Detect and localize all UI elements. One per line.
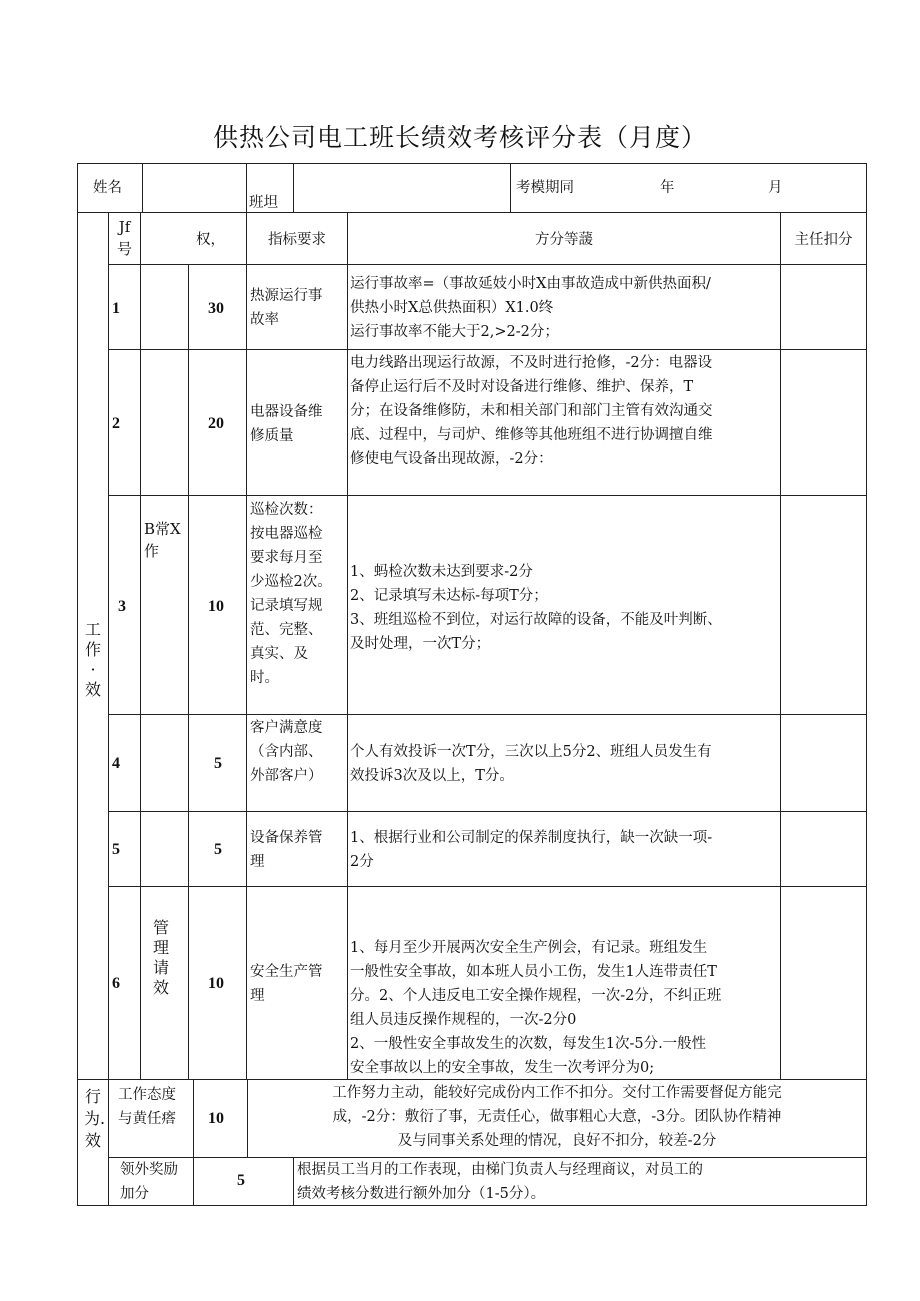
row-indicator: 热源运行事 故率 [250,288,323,328]
behavior-item: 工作态度 与黄任瘩 [118,1087,176,1127]
rule [108,349,867,350]
row-scoring: 电力线路出现运行故源，不及时进行抢修，-2分：电器设 备停止运行后不及时对设备进行维修、维护、保养，T 分；在设备维修防，未和相关部门和部门主管有效沟通交 底、过程中，与司炉、维修等其他班组不进行协调擅自维 修使电气设备出现故源，-2分： [350,355,713,467]
row-no: 5 [112,841,120,858]
row-no: 3 [118,598,126,615]
rule [780,212,781,1080]
row-scoring: 运行事故率=（事故延妓小时X由事故造成中新供热面积/ 供热小时X总供热面积）X1.0终 运行事故率不能大于2,>2-2分； [350,276,711,340]
row-no: 1 [112,300,120,317]
team-label: 班坦 [249,195,278,211]
row-scoring: 1、每月至少开展两次安全生产例会，有记录。班组发生 一般性安全事故，如本班人员小工伤，发生1人连带责任T 分。2、个人违反电工安全操作规程，一次-2分，不纠正班 组人员违反操作规程的，一次-2分0 2、一般性安全事故发生的次数，每发生1次-5分.一般性 安全事故以上的安全事故，发生一次考评分为0; [350,940,722,1076]
rule [510,163,511,213]
rule [140,212,141,1080]
row-weight: 30 [208,300,224,317]
row-no: 2 [112,415,120,432]
behavior-weight: 10 [208,1110,224,1127]
row-weight: 10 [208,598,224,615]
row-scoring: 1、蚂检次数未达到要求-2分 2、记录填写未达标-每项T分； 3、班组巡检不到位，对运行故障的设备，不能及叶判断、 及时处理，一次T分； [350,564,722,652]
period-label: 考模期同 [516,180,574,196]
group-work: 工作·效 [84,620,101,699]
col-deduct: 主任扣分 [794,232,853,248]
page-title: 供热公司电工班长绩效考核评分表（月度） [212,123,707,152]
rule [108,714,867,715]
rule [77,212,867,213]
rule [77,163,867,164]
rule [108,212,109,1206]
row-indicator: 设备保养管 理 [250,830,323,870]
rule [108,811,867,812]
behavior-scoring: 根据员工当月的工作表现，由梯门负责人与经理商议，对员工的 绩效考核分数进行额外加分（1-5分）。 [297,1162,703,1202]
row-indicator: 客户满意度 （含内部、 外部客户） [250,720,323,784]
behavior-weight: 5 [237,1172,245,1189]
rule [108,264,867,265]
rule [77,163,78,1206]
group-behavior: 行为.效 [84,1087,106,1150]
col-weight: 权， [196,232,225,248]
row-weight: 10 [208,975,224,992]
rule [140,811,188,812]
rule [293,1157,294,1206]
rule [188,264,189,1080]
year-label: 年 [660,180,675,196]
row-weight: 5 [214,755,222,772]
name-label: 姓名 [93,180,122,196]
row-indicator: 巡检次数： 按电器巡检 要求每月至 少巡检2次。 记录填写规 范、完整、 真实、及 时。 [250,502,332,686]
rule [142,163,143,213]
row-weight: 5 [214,841,222,858]
row-no: 6 [112,975,120,992]
col-indicator: 指标要求 [268,232,326,248]
row-indicator: 电器设备维 修质量 [250,404,323,444]
col-scoring: 方分等蘐 [535,232,593,248]
rule [247,1079,248,1158]
group-routine: B常X作 [144,520,181,560]
col-seq: Jf 号 [116,218,132,258]
behavior-item: 领外奖励 加分 [120,1162,178,1202]
rule [866,163,867,1206]
row-indicator: 安全生产管 理 [250,964,323,1004]
rule [246,163,247,213]
rule [246,212,247,1080]
rule [293,163,294,213]
row-scoring: 个人有效投诉一次T分，三次以上5分2、班组人员发生有 效投诉3次及以上，T分。 [350,744,712,784]
month-label: 月 [768,180,783,196]
rule [347,212,348,1080]
row-scoring: 1、根据行业和公司制定的保养制度执行，缺一次缺一项- 2分 [350,830,713,870]
rule [108,886,867,887]
row-no: 4 [112,755,120,772]
group-mgmt: 管理请效 [152,918,169,997]
behavior-scoring: 工作努力主动，能较好完成份内工作不扣分。交付工作需要督促方能完 成，-2分：敷衍了事，无责任心，做事粗心大意，-3分。团队协作精神 及与同事关系处理的情况，良好不扣分，较差-2分 [332,1085,782,1149]
row-weight: 20 [208,415,224,432]
rule [108,495,867,496]
